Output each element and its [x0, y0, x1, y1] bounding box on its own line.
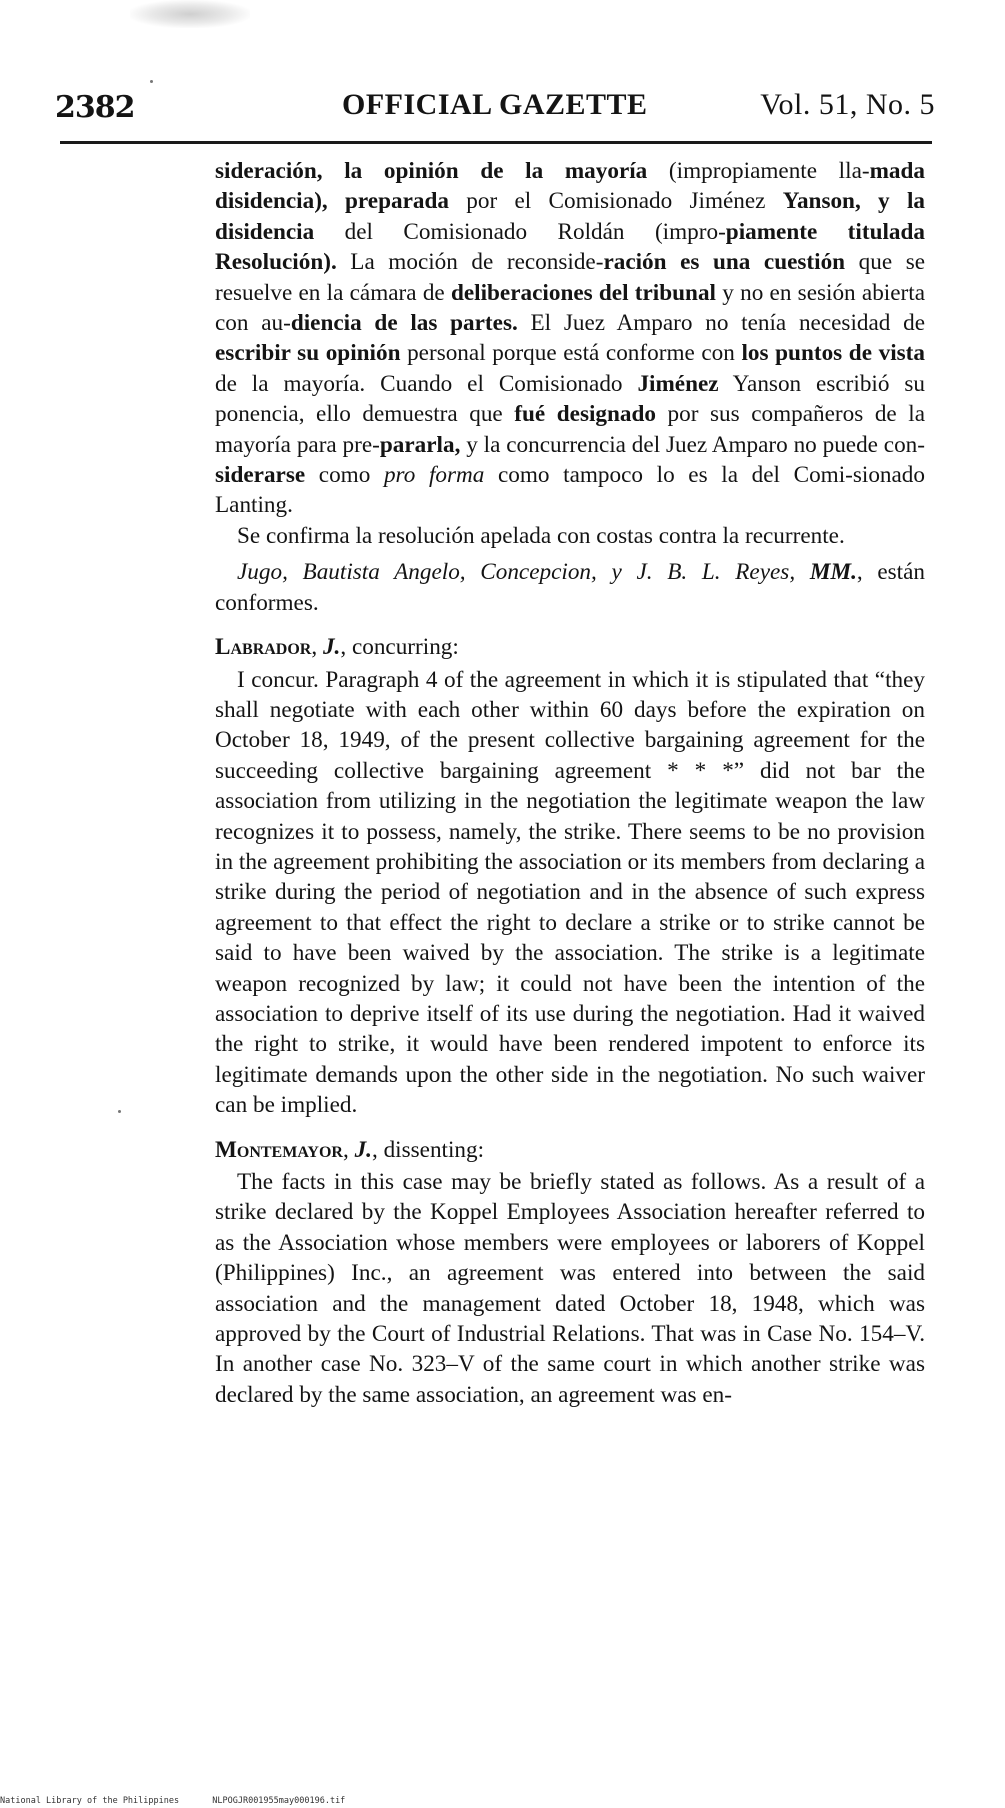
scan-footer	[0, 1796, 1005, 1806]
footer-library: National Library of the Philippines	[0, 1796, 180, 1806]
page-title: OFFICIAL GAZETTE	[342, 88, 648, 121]
labrador-heading: Labrador, J., concurring:	[215, 634, 459, 661]
footer-file: NLPOGJR001955may000196.tif	[212, 1796, 346, 1806]
concurrence-line: Jugo, Bautista Angelo, Concepcion, y J. B. L. Reyes, MM., están conformes.	[215, 559, 925, 616]
header-rule	[60, 141, 932, 144]
montemayor-heading: Montemayor, J., dissenting:	[215, 1136, 485, 1163]
paragraph-resolution: sideración, la opinión de la mayoría (impropiamente lla-mada disidencia), preparada por el Comisionado Jiménez Yanson, y la disidencia del Comisionado Roldán (impro-piamente titulada Resolución). La moción de reconside-ración es una cuestión que se resuelve en la cámara de deliberaciones del tribunal y no en sesión abierta con au-diencia de las partes. El Juez Amparo no tenía necesidad de escribir su opinión personal porque está conforme con los puntos de vista de la mayoría. Cuando el Comisionado Jiménez Yanson escribió su ponencia, ello demuestra que fué designado por sus compañeros de la mayoría para pre-pararla, y la concurrencia del Juez Amparo no puede con-siderarse como pro forma como tampoco lo es la del Comi-sionado Lanting.	[215, 158, 926, 519]
scan-smudge	[130, 0, 250, 28]
scan-speck	[150, 80, 153, 83]
labrador-opinion: I concur. Paragraph 4 of the agreement in which it is stipulated that “they shall negotiate with each other within 60 days before the expiration on October 18, 1949, of the present collective bargaining agreement for the succeeding collective bargaining agreement * * *” did not bar the association from utilizing in the negotiation the legitimate weapon the law recognizes it to possess, namely, the strike. There seems to be no provision in the agreement prohibiting the association or its members from declaring a strike during the period of negotiation and in the absence of such express agreement to that effect the right to declare a strike or to strike cannot be said to have been waived by the association. The strike is a legitimate weapon recognized by law; it could not have been the intention of the association to deprive itself of its use during the negotiation. Had it waived the right to strike, it would have been rendered impotent to enforce its legitimate demands upon the other side in the negotiation. No such waiver can be implied.	[215, 666, 925, 1119]
document-body	[215, 156, 925, 1410]
volume-number: Vol. 51, No. 5	[760, 88, 935, 121]
page-header	[55, 88, 935, 128]
montemayor-opinion: The facts in this case may be briefly stated as follows. As a result of a strike declared by the Koppel Employees Association hereafter referred to as the Association whose members were employees or laborers of Koppel (Philippines) Inc., an agreement was entered into between the said association and the management dated October 18, 1948, which was approved by the Court of Industrial Relations. That was in Case No. 154–V. In another case No. 323–V of the same court in which another strike was declared by the same association, an agreement was en-	[215, 1169, 925, 1408]
page-number: 2382	[55, 90, 135, 125]
paragraph-disposition: Se confirma la resolución apelada con costas contra la recurrente.	[237, 522, 845, 549]
scan-speck	[118, 1110, 121, 1113]
